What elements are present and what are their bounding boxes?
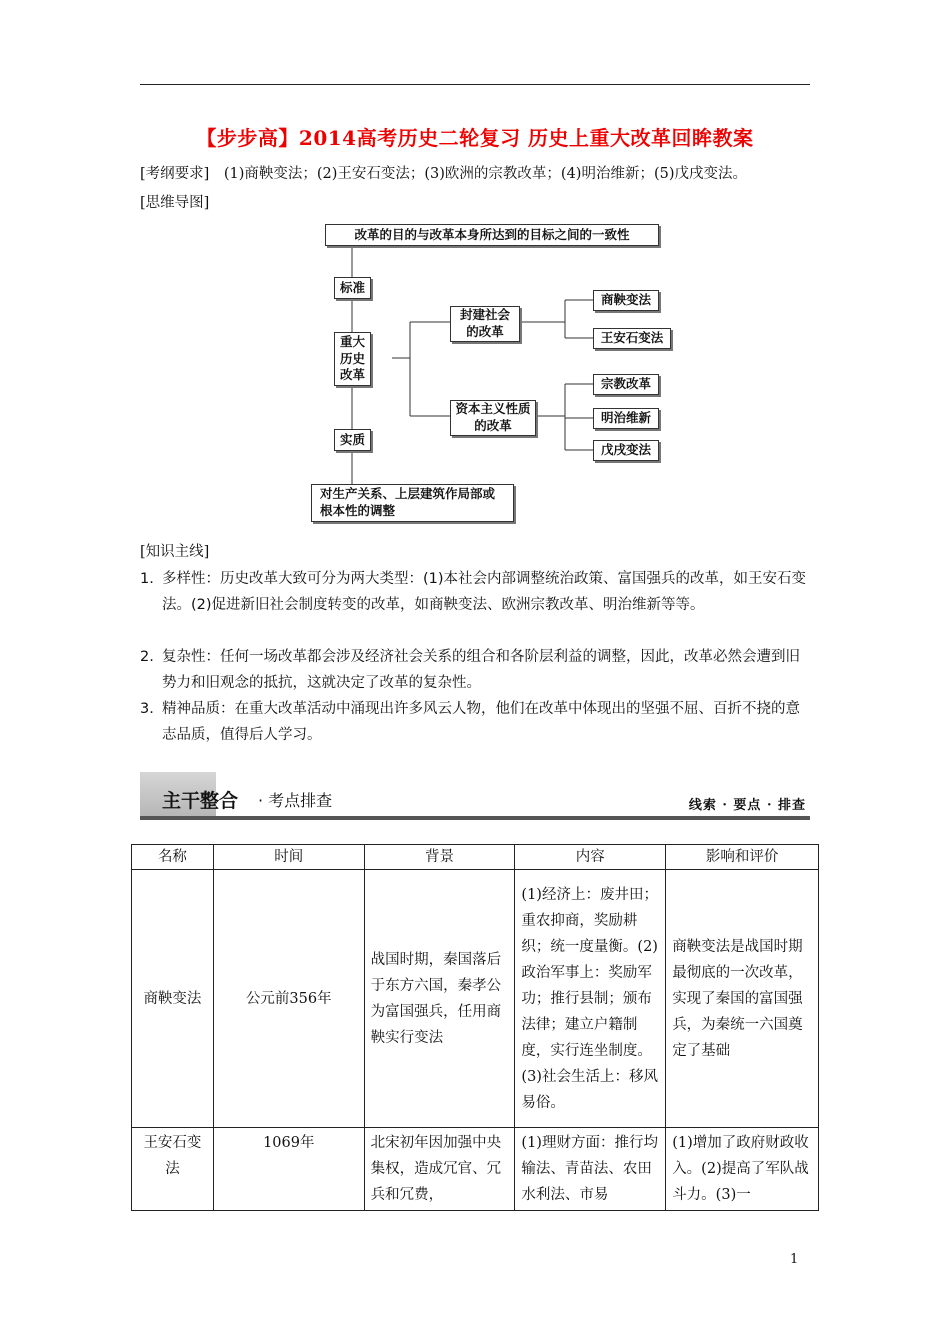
header-cell: 背景 bbox=[364, 845, 515, 870]
page-number: 1 bbox=[790, 1252, 799, 1267]
table-cell: (1)经济上：废井田；重农抑商，奖励耕织；统一度量衡。(2)政治军事上：奖励军功；推行县制；颁布法律；建立户籍制度，实行连坐制度。(3)社会生活上：移风易俗。 bbox=[515, 870, 666, 1128]
table-cell: 公元前356年 bbox=[213, 870, 364, 1128]
table-header-row bbox=[132, 845, 819, 870]
banner-subtitle: · 考点排查 bbox=[258, 791, 333, 810]
table-cell: 商鞅变法是战国时期最彻底的一次改革，实现了秦国的富国强兵，为秦统一六国奠定了基础 bbox=[666, 870, 819, 1128]
banner-main-title: 主干整合 bbox=[162, 790, 239, 812]
table-cell: 1069年 bbox=[213, 1128, 364, 1211]
table-cell: (1)增加了政府财政收入。(2)提高了军队战斗力。(3)一 bbox=[666, 1128, 819, 1211]
mm-leaf-shangyang: 商鞅变法 bbox=[593, 290, 659, 311]
table-cell: 王安石变法 bbox=[132, 1128, 214, 1211]
mm-center-box: 重大历史改革 bbox=[334, 332, 371, 386]
point-text: 精神品质：在重大改革活动中涌现出许多风云人物，他们在改革中体现出的坚强不屈、百折不挠的意志品质，值得后人学习。 bbox=[162, 701, 800, 743]
header-cell: 内容 bbox=[515, 845, 666, 870]
siwei-label: [思维导图] bbox=[140, 195, 210, 211]
header-cell: 时间 bbox=[213, 845, 364, 870]
point-item bbox=[140, 696, 810, 748]
table-cell: 商鞅变法 bbox=[132, 870, 214, 1128]
top-rule bbox=[140, 84, 810, 85]
point-num: 2. bbox=[140, 649, 154, 665]
mm-bottom-box: 对生产关系、上层建筑作局部或根本性的调整 bbox=[311, 484, 514, 522]
point-num: 1. bbox=[140, 571, 154, 587]
reform-table bbox=[131, 844, 819, 1211]
point-text: 多样性：历史改革大致可分为两大类型：(1)本社会内部调整统治政策、富国强兵的改革，如王安石变法。(2)促进新旧社会制度转变的改革，如商鞅变法、欧洲宗教改革、明治维新等等。 bbox=[162, 571, 807, 613]
mm-leaf-wuxu: 戊戌变法 bbox=[593, 440, 659, 461]
mm-essence-box: 实质 bbox=[334, 429, 371, 451]
page-title: 【步步高】2014高考历史二轮复习 历史上重大改革回眸教案 bbox=[196, 126, 754, 150]
point-num: 3. bbox=[140, 701, 154, 717]
section-banner bbox=[140, 772, 810, 818]
table-cell: 北宋初年因加强中央集权，造成冗官、冗兵和冗费， bbox=[364, 1128, 515, 1211]
banner-right-label: 线索 · 要点 · 排查 bbox=[688, 798, 806, 813]
mm-leaf-wanganshi: 王安石变法 bbox=[593, 328, 671, 349]
table-row bbox=[132, 1128, 819, 1211]
header-cell: 名称 bbox=[132, 845, 214, 870]
mm-standard-box: 标准 bbox=[334, 277, 371, 299]
mm-top-box: 改革的目的与改革本身所达到的目标之间的一致性 bbox=[325, 224, 659, 246]
mind-map bbox=[310, 220, 680, 525]
banner-underline bbox=[140, 816, 810, 820]
table-row bbox=[132, 870, 819, 1128]
mm-feudal-box: 封建社会的改革 bbox=[450, 306, 520, 342]
mm-capitalist-box: 资本主义性质的改革 bbox=[450, 400, 536, 436]
point-item bbox=[140, 644, 810, 696]
mm-leaf-meiji: 明治维新 bbox=[593, 408, 659, 429]
table-cell: 战国时期，秦国落后于东方六国，秦孝公为富国强兵，任用商鞅实行变法 bbox=[364, 870, 515, 1128]
header-cell: 影响和评价 bbox=[666, 845, 819, 870]
point-item bbox=[140, 566, 810, 644]
zhishi-label: [知识主线] bbox=[140, 544, 210, 560]
mm-leaf-religion: 宗教改革 bbox=[593, 374, 659, 395]
kaogang-line: [考纲要求] (1)商鞅变法；(2)王安石变法；(3)欧洲的宗教改革；(4)明治维新；(5)戊戌变法。 bbox=[140, 166, 748, 182]
table-cell: (1)理财方面：推行均输法、青苗法、农田水利法、市易 bbox=[515, 1128, 666, 1211]
point-text: 复杂性：任何一场改革都会涉及经济社会关系的组合和各阶层利益的调整，因此，改革必然会遭到旧势力和旧观念的抵抗，这就决定了改革的复杂性。 bbox=[162, 649, 800, 691]
